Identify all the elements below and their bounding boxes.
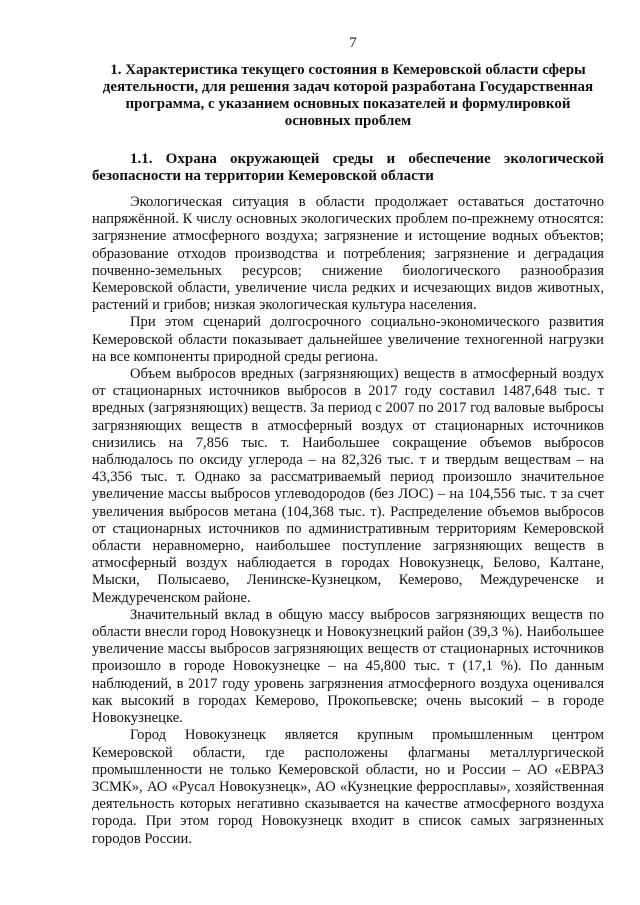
section-title: 1. Характеристика текущего состояния в Кемеровской области сферы деятельности, для решения задач которой разработана Государственная программа, с указанием основных показателей и формулировкой основных проблем: [102, 62, 594, 129]
body-text: [92, 194, 604, 848]
paragraph-development-scenario: При этом сценарий долгосрочного социально-экономического развития Кемеровской области показывает дальнейшее увеличение техногенной нагрузки на все компоненты природной среды региона.: [92, 314, 604, 365]
paragraph-novokuznetsk-contribution: Значительный вклад в общую массу выбросов загрязняющих веществ по области внесли город Новокузнецк и Новокузнецкий район (39,3 %). Наибольшее увеличение массы выбросов загрязняющих веществ от стационарных источников произошло в городе Новокузнецке – на 45,800 тыс. т (17,1 %). По данным наблюдений, в 2017 году уровень загрязнения атмосферного воздуха оценивался как высокий в городах Кемерово, Прокопьевске; очень высокий – в городе Новокузнецке.: [92, 606, 604, 727]
page-number: 7: [349, 35, 357, 51]
paragraph-novokuznetsk-industry: Город Новокузнецк является крупным промышленным центром Кемеровской области, где расположены флагманы металлургической промышленности не только Кемеровской области, но и России – АО «ЕВРАЗ ЗСМК», АО «Русал Новокузнецк», АО «Кузнецкие ферросплавы», хозяйственная деятельность которых негативно сказывается на качестве атмосферного воздуха города. При этом город Новокузнецк входит в список самых загрязненных городов России.: [92, 727, 604, 847]
paragraph-emissions-volume: Объем выбросов вредных (загрязняющих) веществ в атмосферный воздух от стационарных источников выбросов в 2017 году составил 1487,648 тыс. т вредных (загрязняющих) веществ. За период с 2007 по 2017 год валовые выбросы загрязняющих веществ в атмосферный воздух от стационарных источников снизились на 7,856 тыс. т. Наибольшее сокращение объемов выбросов наблюдалось по оксиду углерода – на 82,326 тыс. т и твердым веществам – на 43,356 тыс. т. Однако за рассматриваемый период произошло значительное увеличение массы выбросов углеводородов (без ЛОС) – на 104,556 тыс. т за счет увеличения выбросов метана (104,368 тыс. т). Распределение объемов выбросов от стационарных источников по административным территориям Кемеровской области неравномерно, наибольшее поступление загрязняющих веществ в атмосферный воздух наблюдается в городах Новокузнецк, Белово, Калтане, Мыски, Полысаево, Ленинске-Кузнецком, Кемерово, Междуреченске и Междуреченском районе.: [92, 366, 604, 606]
subsection-title: 1.1. Охрана окружающей среды и обеспечение экологической безопасности на территории Кемеровской области: [92, 151, 604, 184]
paragraph-ecological-situation: Экологическая ситуация в области продолжает оставаться достаточно напряжённой. К числу основных экологических проблем по-прежнему относятся: загрязнение атмосферного воздуха; загрязнение и истощение водных объектов; образование отходов производства и потребления; загрязнение и деградация почвенно-земельных ресурсов; снижение биологического разнообразия Кемеровской области, увеличение числа редких и исчезающих видов животных, растений и грибов; низкая экологическая культура населения.: [92, 194, 604, 314]
